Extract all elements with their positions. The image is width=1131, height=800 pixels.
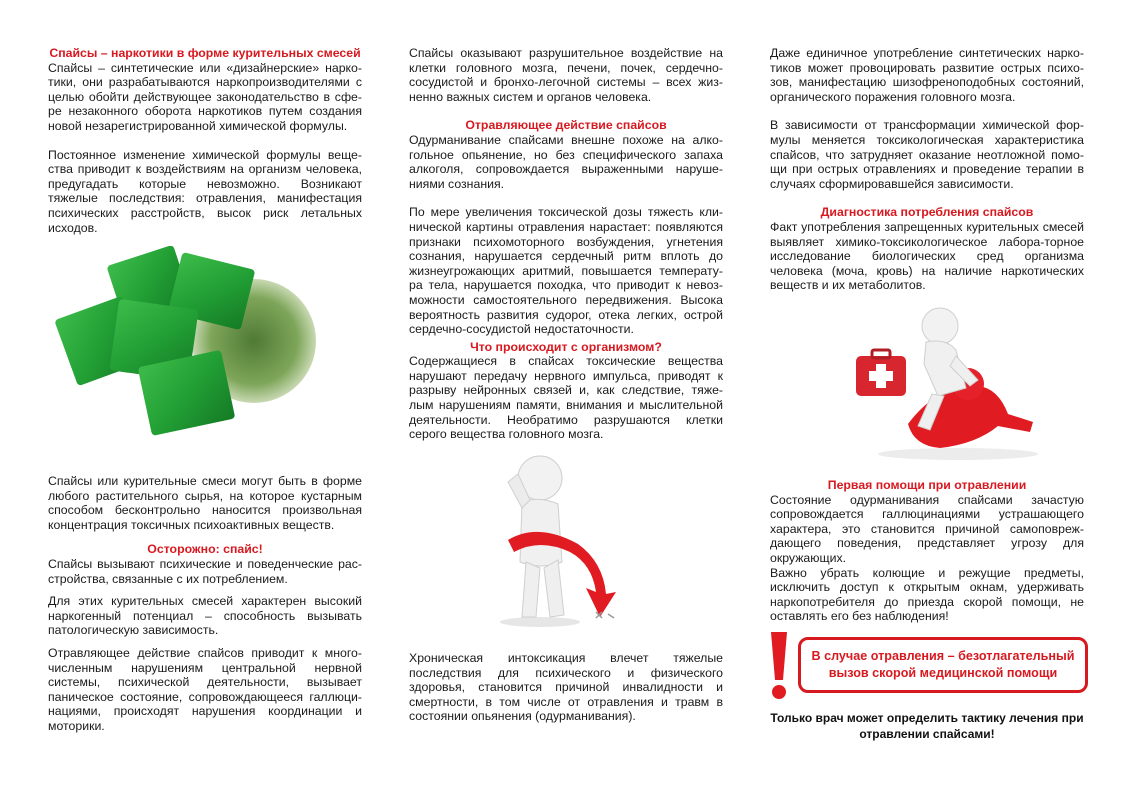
paragraph: Факт употребления запрещенных курительных смесей выявляет химико-токсикологическое лабора-торное исследование биологических сред организма человека (моча, кровь) на наличие наркотических веществ и их метаболитов. — [770, 219, 1084, 293]
paragraph: Даже единичное употребление синтетических нарко-тиков может провоцировать развитие острых психо-зов, манифестацию шизофреноподобных состояний, органического поражения головного мозга. — [770, 46, 1084, 104]
paragraph: Спайсы оказывают разрушительное воздействие на клетки головного мозга, печени, почек, сердечно-сосудистой и бронхо-легочной системы – всех жиз-ненно важных систем и органов человека. — [409, 46, 723, 104]
heading-organism: Что происходит с организмом? — [470, 339, 662, 354]
doctor-note: Только врач может определить тактику лечения при отравлении спайсами! — [770, 711, 1084, 741]
heading-toxic-action: Отравляющее действие спайсов — [465, 118, 667, 133]
emergency-alert-text: В случае отравления – безотлагательный вызов скорой медицинской помощи — [811, 649, 1075, 680]
column-right — [770, 46, 1084, 293]
paragraph: Спайсы вызывают психические и поведенческие рас-стройства, связанные с их потреблением. — [48, 556, 362, 586]
paragraph: Состояние одурманивания спайсами зачастую сопровождается галлюцинациями устрашающего характера, это становится причиной самоповреж-дающего поведения, представляет угрозу для окружающих. — [770, 492, 1084, 565]
first-aid-image — [848, 304, 1044, 464]
heading-diagnostics: Диагностика потребления спайсов — [820, 205, 1034, 220]
spice-packets-image — [54, 246, 324, 436]
paragraph: Отравляющее действие спайсов приводит к много-численным нарушениям центральной нервной системы, психической деятельности, вызывает паническое состояние, сопровождающееся галлюци-нациями, происходят нарушения координации и моторики. — [48, 645, 362, 733]
column-right-lower — [770, 478, 1084, 624]
paragraph: По мере увеличения токсической дозы тяжесть кли-нической картины отравления нарастает: появляются признаки психомоторного возбуждения, угнетения сознания, нарушается сердечный ритм вплоть до жизнеугрожающих аритмий, повышается температу-ра тела, нарушается походка, что приводит к невоз-можности самостоятельного передвижения. Высока вероятность развития судорог, отека легких, острой сердечно-сосудистой недостаточности. — [409, 205, 723, 337]
column-left-lower — [48, 474, 362, 734]
heading-spice-intro: Спайсы – наркотики в форме курительных смесей — [49, 46, 361, 60]
heading-first-aid: Первая помощи при отравлении — [827, 478, 1027, 492]
column-middle-lower — [409, 651, 723, 724]
paragraph: Содержащиеся в спайсах токсические вещества нарушают передачу нервного импульса, приводят к разрыву нейронных связей и, как следствие, тяже-лым нарушениям памяти, внимания и мыслительной деятельности. Необратимо разрушаются клетки серого вещества головного мозга. — [409, 354, 723, 442]
emergency-alert-box — [798, 637, 1088, 693]
column-middle — [409, 46, 723, 442]
heading-warning: Осторожно: спайс! — [147, 542, 263, 557]
paragraph: Хроническая интоксикация влечет тяжелые последствия для психического и физического здоровья, становится причиной инвалидности и смертности, в том числе от отравления и травм в состоянии опьянения (одурманивания). — [409, 651, 723, 724]
exclamation-icon — [766, 630, 792, 702]
column-left — [48, 46, 362, 235]
paragraph: В зависимости от трансформации химической фор-мулы меняется токсикологическая характеристика спайсов, что затрудняет оказание неотложной помо-щи при острых отравлениях и проведение терапии в случаях сформировавшейся зависимости. — [770, 118, 1084, 191]
paragraph: Для этих курительных смесей характерен высокий наркогенный потенциал – способность вызывать патологическую зависимость. — [48, 594, 362, 638]
falling-figure-image — [478, 452, 648, 632]
paragraph: Постоянное изменение химической формулы веще-ства приводит к воздействиям на организм человека, предугадать которые невозможно. Возникают тяжелые последствия: отравления, манифестация психических расстройств, высок риск летальных исходов. — [48, 147, 362, 235]
paragraph: Спайсы – синтетические или «дизайнерские» нарко-тики, они разрабатываются наркопроизводителями с целью обойти действующее законодательство в сфе-ре незаконного оборота наркотиков путем создания новой незарегистрированной химической формулы. — [48, 60, 362, 133]
paragraph: Одурманивание спайсами внешне похоже на алко-гольное опьянение, но без специфического запаха алкоголя, сопровождается выраженными наруше-ниями сознания. — [409, 132, 723, 191]
paragraph: Спайсы или курительные смеси могут быть в форме любого растительного сырья, на которое кустарным способом бесконтрольно наносится произвольная концентрация токсичных психоактивных веществ. — [48, 474, 362, 532]
paragraph: Важно убрать колющие и режущие предметы, исключить доступ к открытым окнам, удерживать наркопотребителя до приезда скорой помощи, не оставлять его без наблюдения! — [770, 565, 1084, 624]
